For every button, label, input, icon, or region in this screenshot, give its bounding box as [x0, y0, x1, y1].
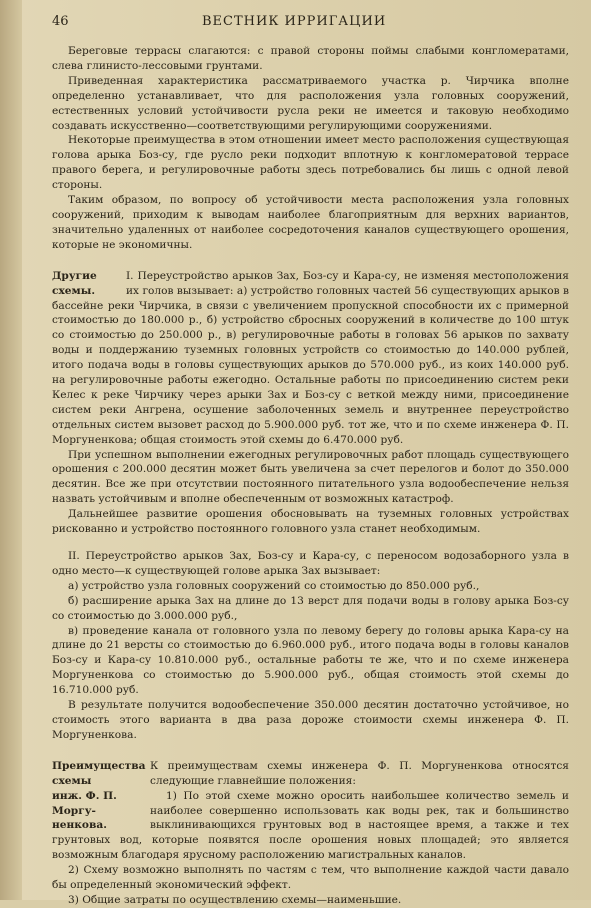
- paragraph: 3) Общие затраты по осуществлению схемы—наименьшие.: [68, 893, 402, 906]
- paragraph: II. Переустройство арыков Зах, Боз-су и Кара-су, с переносом водозаборного узла в одно место—к существующей голове арыка Зах вызывает:: [52, 550, 569, 577]
- paragraph: 1) По этой схеме можно оросить наибольшее количество земель и наиболее совершенно использовать как воды рек, так и большинство выклинивающихся грунтовых вод в настоящее время, а также и тех грунтовых вод, которые появятся после орошения новых площадей; это является возможным благодаря ярусному расположению магистральных каналов.: [52, 789, 569, 862]
- margin-heading-line: ненкова.: [52, 819, 107, 832]
- margin-heading: [52, 269, 120, 299]
- paragraph: В результате получится водообеспечение 350.000 десятин достаточно устойчивое, но стоимость этого варианта в два раза дороже стоимости схемы инженера Ф. П. Моргуненкова.: [52, 699, 569, 741]
- paragraph: Таким образом, по вопросу об устойчивости места расположения узла головных сооружений, приходим к выводам наиболее благоприятным для верхних вариантов, значительно удаленных от наиболее сосредоточения каналов существующего орошения, которые не экономичны.: [52, 194, 569, 251]
- paragraph: 2) Схему возможно выполнять по частям с тем, что выполнение каждой части давало бы определенный экономический эффект.: [52, 864, 569, 892]
- paragraph: К преимуществам схемы инженера Ф. П. Моргуненкова относятся следующие главнейшие положения:: [150, 759, 569, 787]
- page-number: 46: [52, 14, 69, 29]
- paragraph: а) устройство узла головных сооружений со стоимостью до 850.000 руб.,: [68, 579, 480, 592]
- other-schemes-section: [52, 269, 569, 743]
- binding-edge: [0, 0, 22, 900]
- margin-heading-line: Другие: [52, 269, 97, 282]
- paragraph: Дальнейшее развитие орошения обосновывать на туземных головных устройствах рискованно и устройство постоянного головного узла станет необходимым.: [52, 508, 569, 536]
- advantages-section: [52, 759, 569, 908]
- paragraph: Береговые террасы слагаются: с правой стороны поймы слабыми конгломератами, слева глинисто-лессовыми грунтами.: [52, 45, 569, 72]
- journal-title: ВЕСТНИК ИРРИГАЦИИ: [202, 14, 387, 29]
- margin-heading-line: инж. Ф. П. Моргу-: [52, 789, 117, 817]
- page-header: [52, 14, 569, 38]
- paragraph: Приведенная характеристика рассматриваемого участка р. Чирчика вполне определенно устанавливает, что для расположения узла головных сооружений, естественных условий устойчивости русла реки не имеется и таковую необходимо создавать искусственно—соответствующими регулирующими сооружениями.: [52, 74, 569, 132]
- paragraph: в) проведение канала от головного узла по левому берегу до головы арыка Кара-су на длине до 21 версты со стоимостью до 6.960.000 руб., итого подача воды в головы каналов Боз-су и Кара-су 10.810.000 руб., остальные работы те же, что и по схеме инженера Моргуненкова со стоимостью до 5.900.000 руб., общая стоимость этой схемы до 16.710.000 руб.: [52, 624, 569, 697]
- margin-heading-line: схемы.: [52, 284, 96, 297]
- paragraph: Некоторые преимущества в этом отношении имеет место расположения существующая голова арыка Боз-су, где русло реки подходит вплотную к конгломератовой террасе правого берега, и регулировочные работы здесь потребовались бы лишь с одной левой стороны.: [52, 134, 569, 192]
- paragraph: I. Переустройство арыков Зах, Боз-су и Кара-су, не изменяя местоположения их голов вызывает: а) устройство головных частей 56 существующих арыков в бассейне реки Чирчика, в связи с увеличением пропускной способности их с примерной стоимостью до 180.000 р., б) устройство сбросных сооружений в количестве до 100 штук со стоимостью до 250.000 р., в) регулировочные работы в головах 56 арыков по захвату воды и поддержанию туземных головных устройств со стоимостью до 140.000 рублей, итого подача воды в головы существующих арыков до 570.000 руб., из коих 140.000 руб. на регулировочные работы ежегодно. Остальные работы по присоединению систем реки Келес к реке Чирчику через арыки Зах и Боз-су с веткой между ними, присоединение систем реки Ангрена, осушение заболоченных земель и внутреннее переустройство отдельных систем вызовет расход до 5.900.000 руб. тот же, что и по схеме инженера Ф. П. Моргуненкова; общая стоимость этой схемы до 6.470.000 руб.: [52, 269, 569, 446]
- paragraph: б) расширение арыка Зах на длине до 13 верст для подачи воды в голову арыка Боз-су со стоимостью до 3.000.000 руб.,: [52, 594, 569, 622]
- margin-heading: [52, 759, 144, 834]
- margin-heading-line: Преимущества схемы: [52, 759, 146, 787]
- intro-block: [52, 44, 569, 253]
- paragraph: При успешном выполнении ежегодных регулировочных работ площадь существующего орошения с 200.000 десятин может быть увеличена за счет перелогов и болот до 350.000 десятин. Все же при отсутствии постоянного питательного узла водообеспечение нельзя назвать устойчивым и вполне обеспеченным от возможных катастроф.: [52, 448, 569, 506]
